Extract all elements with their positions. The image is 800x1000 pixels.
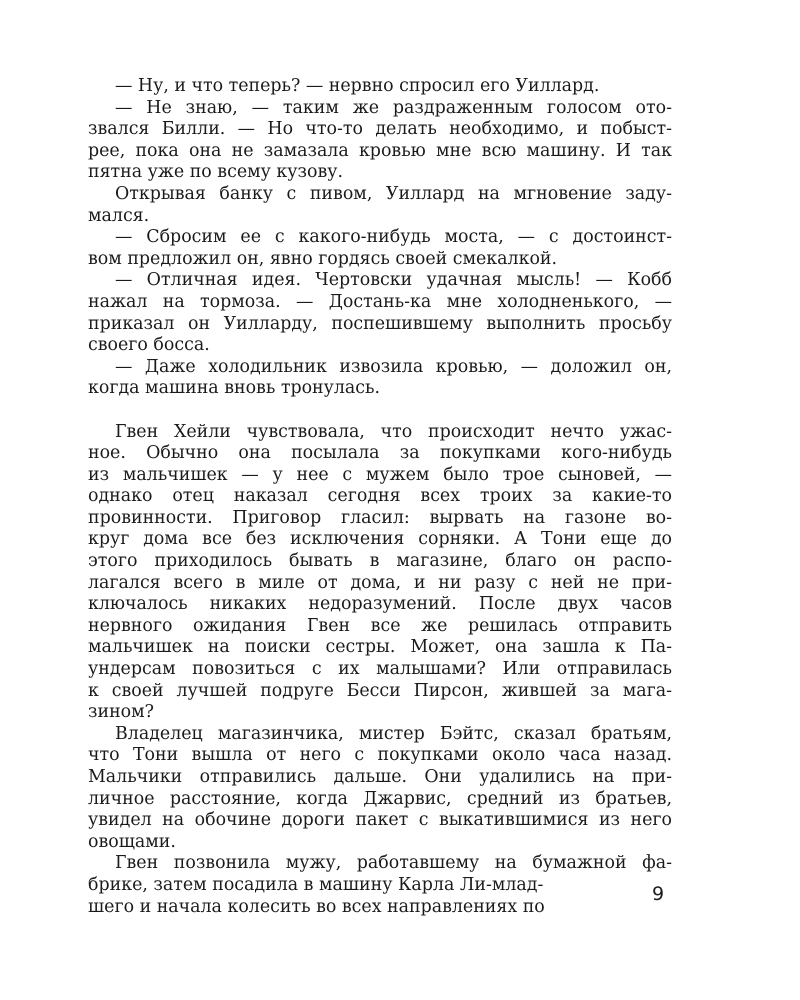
text-line: к своей лучшей подруге Бесси Пирсон, жившей за мага-: [88, 680, 672, 701]
text-line: однако отец наказал сегодня всех троих за какие-то: [88, 486, 672, 507]
text-line: нервного ожидания Гвен все же решилась отправить: [88, 615, 672, 636]
page-number: 9: [652, 883, 665, 905]
text-line: Гвен позвонила мужу, работавшему на бумажной фа-: [115, 853, 672, 874]
text-line: этого приходилось бывать в магазине, благо он распо-: [88, 551, 672, 572]
text-line: ключалось никаких недоразумений. После двух часов: [88, 594, 672, 615]
text-line: — Сбросим ее с какого-нибудь моста, — с достоинст-: [115, 227, 672, 248]
text-line: Владелец магазинчика, мистер Бэйтс, сказал братьям,: [115, 723, 672, 744]
text-line: мальчишек на поиски сестры. Может, она зашла к Па-: [88, 637, 672, 658]
text-line: нажал на тормоза. — Достань-ка мне холодненького, —: [88, 291, 672, 312]
text-line: провинности. Приговор гласил: вырвать на газоне во-: [88, 507, 672, 528]
text-line: рее, пока она не замазала кровью мне всю машину. И так: [88, 140, 672, 161]
text-line: личное расстояние, когда Джарвис, средний из братьев,: [88, 788, 672, 809]
text-line: круг дома все без исключения сорняки. А Тони еще до: [88, 529, 672, 550]
text-line: увидел на обочине дороги пакет с выкатившимися из него: [88, 810, 672, 831]
text-line: своего босса.: [88, 335, 210, 356]
text-line: Гвен Хейли чувствовала, что происходит нечто ужас-: [115, 421, 672, 442]
text-line: овощами.: [88, 831, 176, 852]
text-line: ундерсам повозиться с их малышами? Или отправилась: [88, 659, 672, 680]
text-line: приказал он Уилларду, поспешившему выполнить просьбу: [88, 313, 672, 334]
body-text: [88, 76, 672, 918]
text-line: вом предложил он, явно гордясь своей смекалкой.: [88, 248, 558, 269]
text-line: — Не знаю, — таким же раздраженным голосом ото-: [115, 97, 672, 118]
text-line: пятна уже по всему кузову.: [88, 162, 344, 183]
text-line: Мальчики отправились дальше. Они удалились на при-: [88, 767, 672, 787]
text-line: из мальчишек — у нее с мужем было трое сыновей, —: [88, 464, 672, 485]
text-line: мался.: [88, 205, 150, 226]
text-line: когда машина вновь тронулась.: [88, 378, 381, 399]
text-line: Открывая банку с пивом, Уиллард на мгновение заду-: [115, 183, 672, 204]
text-line: зином?: [88, 702, 154, 723]
text-line: звался Билли. — Но что-то делать необходимо, и побыст-: [88, 119, 672, 140]
text-line: шего и начала колесить во всех направлениях по: [88, 896, 545, 917]
text-line: ное. Обычно она посылала за покупками кого-нибудь: [88, 443, 672, 464]
text-line: — Отличная идея. Чертовски удачная мысль! — Кобб: [115, 270, 672, 291]
text-line: — Даже холодильник извозила кровью, — доложил он,: [115, 356, 672, 377]
text-line: — Ну, и что теперь? — нервно спросил его Уиллард.: [115, 76, 600, 96]
text-line: лагался всего в миле от дома, и ни разу с ней не при-: [88, 572, 672, 593]
paragraph-break: [88, 400, 672, 422]
text-line: брике, затем посадила в машину Карла Ли-млад-: [88, 874, 544, 895]
text-line: что Тони вышла от него с покупками около часа назад.: [88, 745, 672, 766]
